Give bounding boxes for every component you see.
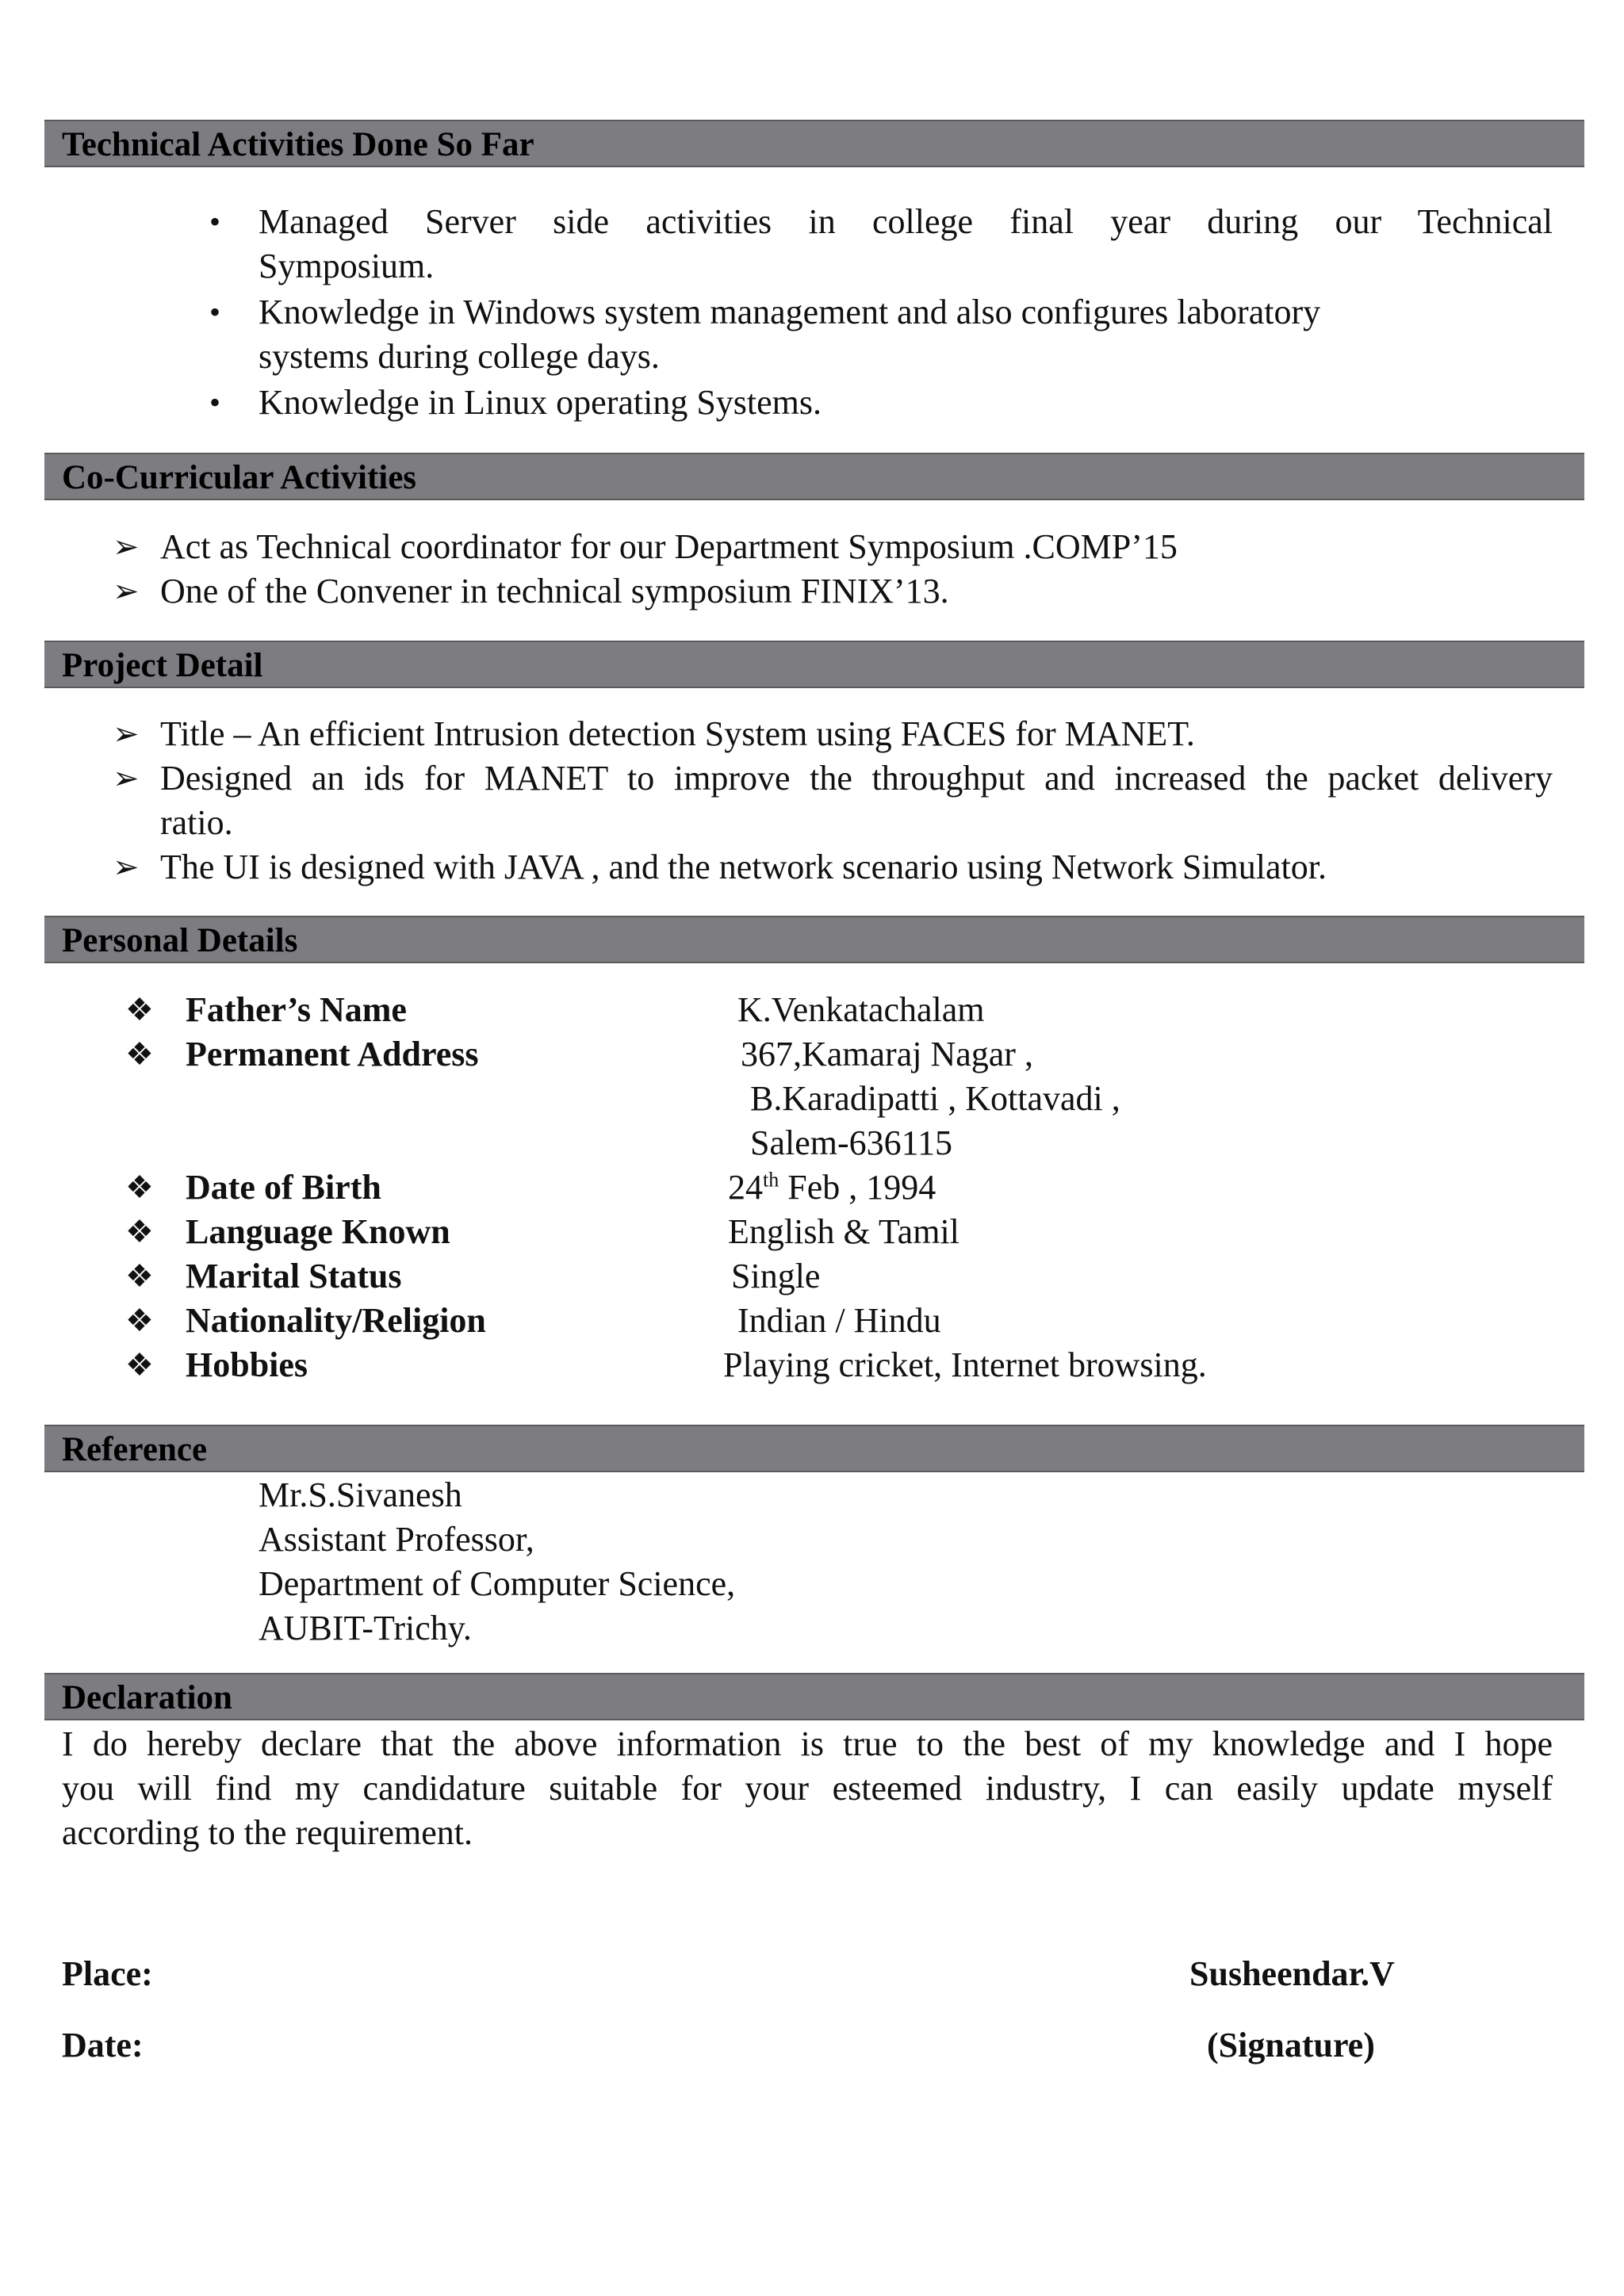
reference-designation: Assistant Professor, [259,1520,534,1559]
address-line: B.Karadipatti , Kottavadi , [750,1079,1120,1118]
list-item: Designed an ids for MANET to improve the throughput and increased the packet delivery [160,759,1553,798]
section-title: Co-Curricular Activities [62,459,417,496]
dob-value [728,1165,936,1210]
list-item: Act as Technical coordinator for our Department Symposium .COMP’15 [160,527,1178,566]
list-item: Knowledge in Windows system management and also configures laboratory [259,293,1321,331]
section-header-project [44,641,1584,688]
nationality-value: Indian / Hindu [737,1301,941,1340]
dot-bullet-icon: • [209,204,221,239]
reference-name: Mr.S.Sivanesh [259,1475,462,1514]
marital-label: Marital Status [186,1257,402,1295]
language-value: English & Tamil [728,1212,959,1251]
hobbies-value: Playing cricket, Internet browsing. [723,1345,1207,1384]
section-title: Personal Details [62,922,298,959]
section-header-cocurricular [44,453,1584,500]
section-header-declaration [44,1673,1584,1720]
list-item-continuation: systems during college days. [259,337,660,376]
place-label: Place: [62,1954,153,1993]
reference-institution: AUBIT-Trichy. [259,1609,472,1647]
dot-bullet-icon: • [209,294,221,330]
diamond-bullet-icon: ❖ [125,1214,154,1249]
declaration-text: according to the requirement. [62,1813,473,1852]
date-label: Date: [62,2026,144,2064]
section-title: Technical Activities Done So Far [62,126,534,163]
diamond-bullet-icon: ❖ [125,1303,154,1338]
fathers-name-label: Father’s Name [186,990,407,1029]
hobbies-label: Hobbies [186,1345,308,1384]
language-label: Language Known [186,1212,450,1251]
dob-rest: Feb , 1994 [779,1168,936,1207]
list-item-continuation: Symposium. [259,247,435,285]
arrow-bullet-icon: ➢ [113,573,140,609]
diamond-bullet-icon: ❖ [125,1258,154,1294]
list-item-continuation: ratio. [160,803,233,842]
dob-suffix: th [763,1168,779,1192]
diamond-bullet-icon: ❖ [125,1169,154,1205]
list-item: Knowledge in Linux operating Systems. [259,383,822,422]
list-item: One of the Convener in technical symposium FINIX’13. [160,572,949,610]
dot-bullet-icon: • [209,385,221,420]
list-item: Managed Server side activities in college final year during our Technical [259,202,1553,241]
address-line: Salem-636115 [750,1123,952,1162]
section-header-personal [44,916,1584,963]
arrow-bullet-icon: ➢ [113,760,140,796]
diamond-bullet-icon: ❖ [125,992,154,1027]
arrow-bullet-icon: ➢ [113,849,140,885]
dob-label: Date of Birth [186,1168,381,1207]
diamond-bullet-icon: ❖ [125,1036,154,1072]
section-header-technical [44,120,1584,167]
section-title: Project Detail [62,647,263,684]
list-item: Title – An efficient Intrusion detection System using FACES for MANET. [160,714,1195,753]
signatory-name: Susheendar.V [1189,1954,1395,1993]
list-item: The UI is designed with JAVA , and the network scenario using Network Simulator. [160,848,1327,886]
dob-day: 24 [728,1168,763,1207]
fathers-name-value: K.Venkatachalam [737,990,985,1029]
section-header-reference [44,1425,1584,1472]
address-label: Permanent Address [186,1035,479,1073]
section-title: Declaration [62,1679,232,1716]
diamond-bullet-icon: ❖ [125,1347,154,1383]
nationality-label: Nationality/Religion [186,1301,486,1340]
arrow-bullet-icon: ➢ [113,716,140,752]
declaration-text: you will find my candidature suitable for your esteemed industry, I can easily update myself [62,1769,1553,1808]
declaration-text: I do hereby declare that the above information is true to the best of my knowledge and I hope [62,1724,1553,1763]
address-line: 367,Kamaraj Nagar , [741,1035,1033,1073]
section-title: Reference [62,1431,208,1468]
reference-department: Department of Computer Science, [259,1564,736,1603]
marital-value: Single [731,1257,821,1295]
signature-label: (Signature) [1207,2026,1375,2064]
arrow-bullet-icon: ➢ [113,529,140,564]
